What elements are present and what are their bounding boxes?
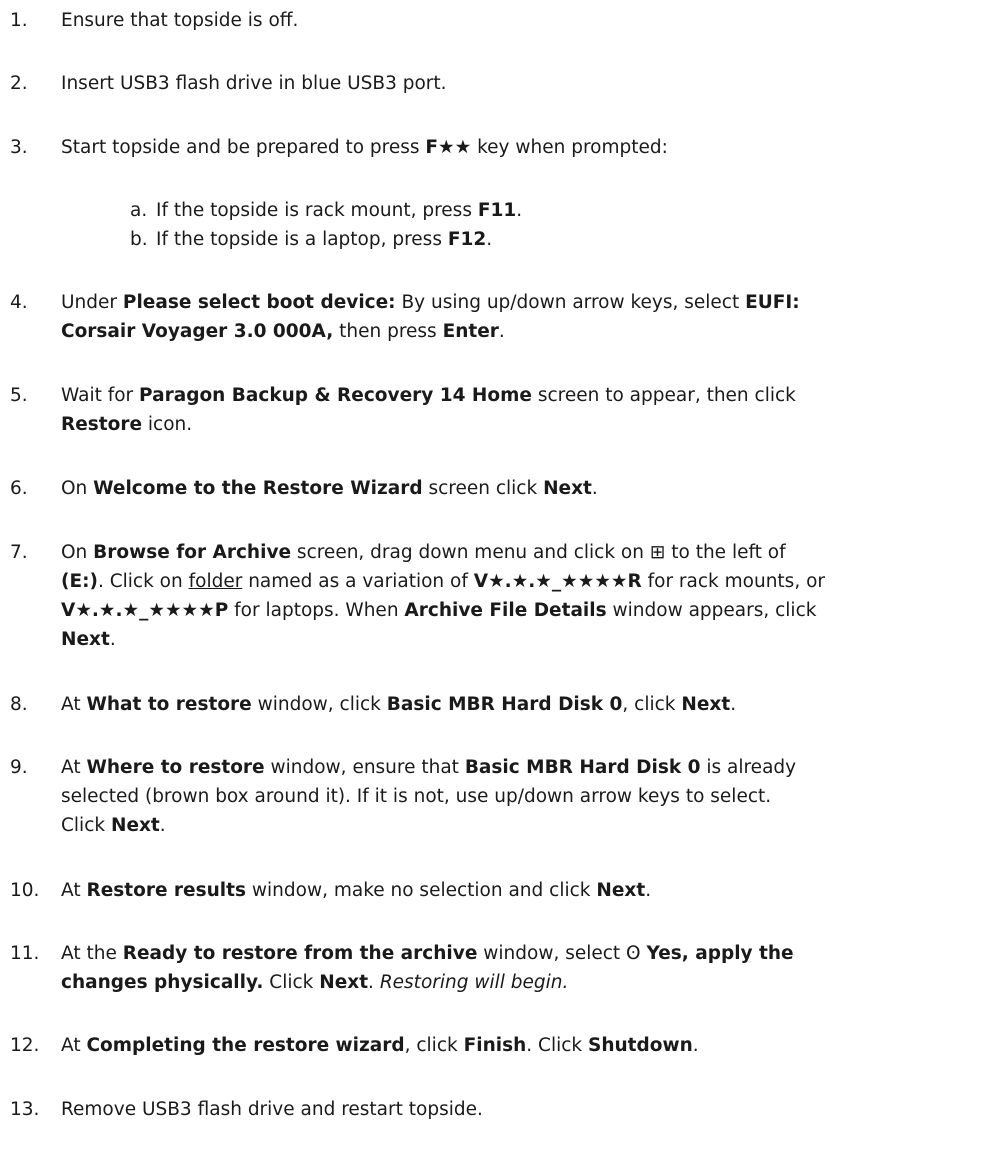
text-run: changes physically. [61,972,264,993]
step-text [61,690,976,719]
text-run: At [61,880,87,901]
step-number: 3. [10,137,28,158]
text-run: window, ensure that [264,757,465,778]
text-run: Paragon Backup & Recovery 14 Home [139,385,532,406]
text-run: Please select boot device: [122,292,396,313]
text-run: Ensure that topside is off. [61,10,299,31]
text-run: At the [61,943,123,964]
text-run: screen to appear, then click [531,385,796,406]
text-run: Remove USB3 flash drive and restart topside. [61,1099,483,1120]
text-run: window, click [251,694,387,715]
text-run: Click [263,972,320,993]
substep-text [156,196,976,225]
step-number: 11. [10,943,40,964]
substep-letter: b. [130,229,148,250]
text-run: Completing the restore wizard [86,1035,405,1056]
text-run: Basic MBR Hard Disk 0 [464,757,701,778]
step-text [61,133,976,162]
substep-letter: a. [130,200,148,221]
text-run: On [61,478,94,499]
step-text [61,939,976,997]
text-run: If the topside is rack mount, press [156,200,478,221]
text-run: Insert USB3 flash drive in blue USB3 port. [61,73,447,94]
text-run: Next [61,629,110,650]
text-run: Ready to restore from the archive [122,943,478,964]
step-number: 2. [10,73,28,94]
step-number: 1. [10,10,28,31]
step-text [61,1031,976,1060]
text-run: At [61,757,87,778]
text-run: named as a variation of [242,571,474,592]
text-run: Welcome to the Restore Wizard [93,478,423,499]
text-run: Wait for [61,385,140,406]
text-run: . Click [526,1035,589,1056]
text-run: Next [543,478,592,499]
text-run: , click [622,694,682,715]
text-run: . [692,1035,699,1056]
text-run: screen, drag down menu and click on [291,542,650,563]
text-run: , click [404,1035,464,1056]
text-run: Restore [61,414,143,435]
step-number: 13. [10,1099,40,1120]
text-run: window appears, click [606,600,817,621]
text-run: Corsair Voyager 3.0 000A, [61,321,334,342]
text-run: . [159,815,166,836]
text-run: V★.★.★_★★★★P [61,600,229,621]
text-run: . [109,629,116,650]
text-run: Next [319,972,369,993]
step-text [61,753,976,840]
text-run: . [486,229,493,250]
text-run: (E:) [61,571,98,592]
text-run: Click [61,815,111,836]
text-run: to the left of [665,542,786,563]
text-run: By using up/down arrow keys, select [395,292,746,313]
text-run: V★.★.★_★★★★R [473,571,642,592]
step-number: 6. [10,478,28,499]
text-run: Archive File Details [404,600,607,621]
text-run: What to restore [86,694,252,715]
text-run: . [516,200,523,221]
text-run: screen click [422,478,544,499]
step-text [61,1095,976,1124]
text-run: . Click on [97,571,189,592]
text-run: Shutdown [588,1035,693,1056]
text-run: On [61,542,94,563]
step-text [61,876,976,905]
text-run: . [591,478,598,499]
step-text [61,538,976,654]
text-run: window, select ʘ [477,943,647,964]
step-number: 7. [10,542,28,563]
text-run: Next [596,880,646,901]
text-run: selected (brown box around it). If it is not, use up/down arrow keys to select. [61,786,772,807]
text-run: Where to restore [86,757,265,778]
text-run: If the topside is a laptop, press [156,229,448,250]
step-number: 8. [10,694,28,715]
text-run: Enter [442,321,499,342]
text-run: key when prompted: [471,137,668,158]
text-run: EUFI: [745,292,800,313]
step-number: 12. [10,1035,40,1056]
text-run: F11 [477,200,517,221]
text-run: Restoring will begin. [379,972,569,993]
step-number: 4. [10,292,28,313]
substep-text [156,225,976,254]
text-run: . [645,880,652,901]
text-run: Restore results [86,880,246,901]
step-text [61,474,976,503]
text-run: is already [700,757,797,778]
step-number: 10. [10,880,40,901]
text-run: F★★ [425,137,472,158]
text-run: At [61,1035,87,1056]
text-run: Basic MBR Hard Disk 0 [386,694,623,715]
step-text [61,288,976,346]
step-number: 9. [10,757,28,778]
text-run: At [61,694,87,715]
text-run: then press [333,321,443,342]
expand-box-icon: ⊞ [649,542,666,563]
text-run: Under [61,292,123,313]
text-run: Yes, apply the [646,943,794,964]
step-text [61,381,976,439]
text-run: . [730,694,737,715]
step-text [61,6,976,35]
text-run: F12 [447,229,487,250]
text-run: Next [681,694,731,715]
text-run: Browse for Archive [93,542,292,563]
text-run: icon. [142,414,193,435]
text-run: Finish [463,1035,527,1056]
step-number: 5. [10,385,28,406]
text-run: Start topside and be prepared to press [61,137,426,158]
text-run: . [368,972,380,993]
text-run: folder [188,571,243,592]
text-run: window, make no selection and click [246,880,597,901]
text-run: Next [110,815,160,836]
text-run: for laptops. When [228,600,405,621]
text-run: for rack mounts, or [641,571,826,592]
step-text [61,69,976,98]
text-run: . [498,321,505,342]
